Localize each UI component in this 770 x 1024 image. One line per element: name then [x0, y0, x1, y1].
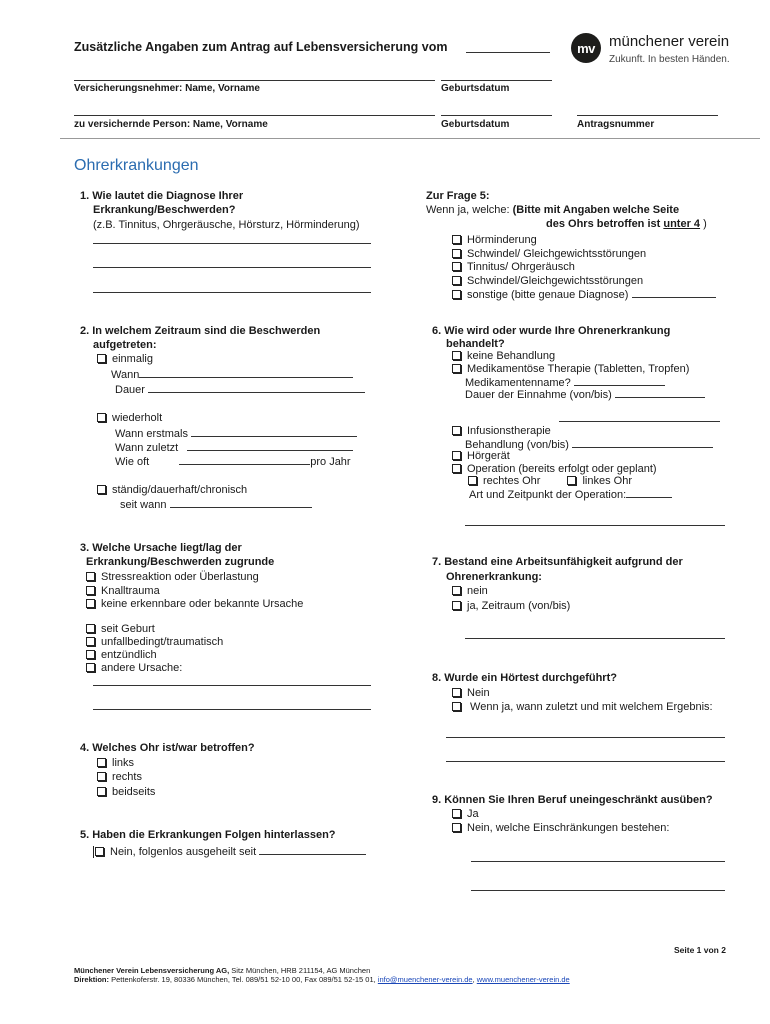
- q6-rechtes-ohr-checkbox[interactable]: [468, 476, 477, 485]
- q9-answer-line-1[interactable]: [471, 861, 725, 862]
- vn-geburtsdatum-field[interactable]: [441, 80, 552, 81]
- q4-links-checkbox[interactable]: [97, 758, 106, 767]
- q1-answer-line-2[interactable]: [93, 267, 371, 268]
- q2-seit-wann-row: seit wann: [120, 498, 312, 512]
- q6-linkes-ohr-checkbox[interactable]: [567, 476, 576, 485]
- q6-dauer-einnahme-row: Dauer der Einnahme (von/bis): [465, 388, 705, 402]
- q6-operation-checkbox[interactable]: [452, 464, 461, 473]
- q3-title: 3. Welche Ursache liegt/lag der: [80, 542, 242, 554]
- q3-option-entzuendlich[interactable]: entzündlich: [86, 649, 157, 662]
- q9-option-ja[interactable]: Ja: [452, 808, 479, 821]
- q8-option-ja[interactable]: Wenn ja, wann zuletzt und mit welchem Ergebnis:: [452, 701, 713, 714]
- vn-name-field[interactable]: [74, 80, 435, 81]
- q3-answer-line-2[interactable]: [93, 709, 371, 710]
- q2-wiederholt-checkbox[interactable]: [97, 413, 106, 422]
- zu-frage5-option-tinnitus[interactable]: Tinnitus/ Ohrgeräusch: [452, 261, 575, 274]
- q3-option-seit-geburt[interactable]: seit Geburt: [86, 623, 155, 636]
- q7-title-cont: Ohrenerkrankung:: [446, 571, 542, 583]
- q7-option-nein[interactable]: nein: [452, 585, 488, 598]
- zf5-sonstige-checkbox[interactable]: [452, 290, 461, 299]
- footer-direktion: Direktion: Pettenkoferstr. 19, 80336 München, Tel. 089/51 52-10 00, Fax 089/51 52-15 01, info@muenchener-verein.de, www.muenchener-verein.de: [74, 975, 570, 984]
- q6-medikament-checkbox[interactable]: [452, 364, 461, 373]
- q4-beidseits-checkbox[interactable]: [97, 787, 106, 796]
- q2-wann-erstmals-field[interactable]: [191, 427, 357, 437]
- q2-wie-oft-row: Wie oft pro Jahr: [115, 456, 351, 468]
- zf5-schwindel-1-checkbox[interactable]: [452, 249, 461, 258]
- antragsnummer-field[interactable]: [577, 115, 718, 116]
- q1-title-cont: Erkrankung/Beschwerden?: [93, 204, 236, 216]
- q4-option-links[interactable]: links: [97, 757, 134, 770]
- q8-option-nein[interactable]: Nein: [452, 687, 490, 700]
- footer-email-link[interactable]: info@muenchener-verein.de: [377, 975, 473, 984]
- q8-answer-line-1[interactable]: [446, 737, 725, 738]
- q6-behandlung-row: Behandlung (von/bis): [465, 438, 713, 452]
- q9-option-nein[interactable]: Nein, welche Einschränkungen bestehen:: [452, 822, 669, 835]
- q3-stress-checkbox[interactable]: [86, 572, 95, 581]
- q6-title-cont: behandelt?: [446, 338, 505, 350]
- q3-andere-checkbox[interactable]: [86, 663, 95, 672]
- vp-name-field[interactable]: [74, 115, 435, 116]
- q2-wann-zuletzt-field[interactable]: [187, 441, 353, 451]
- q6-art-zeitpunkt-field[interactable]: [626, 488, 672, 498]
- footer-company: Münchener Verein Lebensversicherung AG, Sitz München, HRB 211154, AG München: [74, 966, 371, 975]
- q2-wann-erstmals-row: Wann erstmals: [115, 427, 357, 441]
- q2-wann-zuletzt-row: Wann zuletzt: [115, 441, 353, 455]
- q8-ja-checkbox[interactable]: [452, 702, 461, 711]
- q3-option-knalltrauma[interactable]: Knalltrauma: [86, 585, 160, 598]
- zf5-tinnitus-checkbox[interactable]: [452, 262, 461, 271]
- vp-label: zu versichernde Person: Name, Vorname: [74, 119, 268, 130]
- zu-frage5-line2: des Ohrs betroffen ist unter 4 ): [546, 218, 707, 230]
- zu-frage5-option-sonstige[interactable]: sonstige (bitte genaue Diagnose): [452, 288, 716, 302]
- q6-dauer-einnahme-field[interactable]: [615, 388, 705, 398]
- zu-frage5-line1: Wenn ja, welche: (Bitte mit Angaben welche Seite: [426, 204, 680, 216]
- q6-ohr-row: rechtes Ohr linkes Ohr: [468, 475, 632, 488]
- zf5-schwindel-2-checkbox[interactable]: [452, 276, 461, 285]
- q6-art-zeitpunkt-row: Art und Zeitpunkt der Operation:: [469, 488, 672, 502]
- q6-keine-checkbox[interactable]: [452, 351, 461, 360]
- q6-extra-line[interactable]: [559, 421, 720, 422]
- q5-seit-field[interactable]: [259, 845, 366, 855]
- zu-frage5-option-schwindel-2[interactable]: Schwindel/Gleichgewichtsstörungen: [452, 275, 643, 288]
- zu-frage5-option-hoerminderung[interactable]: Hörminderung: [452, 234, 537, 247]
- q6-medikamentenname-field[interactable]: [574, 376, 665, 386]
- q3-option-stress[interactable]: Stressreaktion oder Überlastung: [86, 571, 259, 584]
- q3-option-andere[interactable]: andere Ursache:: [86, 662, 182, 675]
- q5-option-nein[interactable]: Nein, folgenlos ausgeheilt seit: [93, 845, 366, 859]
- q6-option-infusion[interactable]: Infusionstherapie: [452, 425, 551, 438]
- footer-web-link[interactable]: www.muenchener-verein.de: [476, 975, 570, 984]
- q3-title-cont: Erkrankung/Beschwerden zugrunde: [86, 556, 275, 568]
- q4-rechts-checkbox[interactable]: [97, 772, 106, 781]
- q8-answer-line-2[interactable]: [446, 761, 725, 762]
- q9-nein-checkbox[interactable]: [452, 823, 461, 832]
- q9-answer-line-2[interactable]: [471, 890, 725, 891]
- q6-hoergeraet-checkbox[interactable]: [452, 451, 461, 460]
- q2-wann-field[interactable]: [139, 368, 353, 378]
- q2-wiederholt-option[interactable]: wiederholt: [97, 412, 162, 425]
- logo-tagline: Zukunft. In besten Händen.: [609, 54, 730, 65]
- zf5-hoerminderung-checkbox[interactable]: [452, 235, 461, 244]
- q3-answer-line-1[interactable]: [93, 685, 371, 686]
- q2-dauer-row: Dauer: [115, 383, 365, 397]
- q2-wann-row: Wann: [111, 368, 353, 382]
- q1-answer-line-3[interactable]: [93, 292, 371, 293]
- q3-option-keine-ursache[interactable]: keine erkennbare oder bekannte Ursache: [86, 598, 303, 611]
- q6-option-keine[interactable]: keine Behandlung: [452, 350, 555, 363]
- q3-option-unfall[interactable]: unfallbedingt/traumatisch: [86, 636, 223, 649]
- q6-operation-answer-line[interactable]: [465, 525, 725, 526]
- q4-title: 4. Welches Ohr ist/war betroffen?: [80, 742, 255, 754]
- q6-title: 6. Wie wird oder wurde Ihre Ohrenerkrankung: [432, 325, 671, 337]
- q2-seit-wann-field[interactable]: [170, 498, 312, 508]
- q9-title: 9. Können Sie Ihren Beruf uneingeschränkt ausüben?: [432, 794, 713, 806]
- zu-frage5-option-schwindel-1[interactable]: Schwindel/ Gleichgewichtsstörungen: [452, 248, 646, 261]
- q7-option-ja[interactable]: ja, Zeitraum (von/bis): [452, 600, 570, 613]
- antragsnummer-label: Antragsnummer: [577, 119, 655, 130]
- q7-ja-checkbox[interactable]: [452, 601, 461, 610]
- q5-nein-checkbox[interactable]: [95, 847, 104, 856]
- vn-geburtsdatum-label: Geburtsdatum: [441, 83, 510, 94]
- vn-label: Versicherungsnehmer: Name, Vorname: [74, 83, 260, 94]
- q2-title-cont: aufgetreten:: [93, 339, 157, 351]
- q3-knalltrauma-checkbox[interactable]: [86, 586, 95, 595]
- q3-keine-ursache-checkbox[interactable]: [86, 599, 95, 608]
- q3-unfall-checkbox[interactable]: [86, 637, 95, 646]
- q6-option-medikament[interactable]: Medikamentöse Therapie (Tabletten, Tropfen): [452, 363, 689, 376]
- q7-zeitraum-line[interactable]: [465, 638, 725, 639]
- q2-staendig-checkbox[interactable]: [97, 485, 106, 494]
- q2-wie-oft-field[interactable]: [179, 455, 310, 465]
- q4-option-beidseits[interactable]: beidseits: [97, 786, 155, 799]
- q4-option-rechts[interactable]: rechts: [97, 771, 142, 784]
- q6-option-hoergeraet[interactable]: Hörgerät: [452, 450, 510, 463]
- q6-medikamentenname-row: Medikamentenname?: [465, 376, 665, 390]
- q3-seit-geburt-checkbox[interactable]: [86, 624, 95, 633]
- section-title: Ohrerkrankungen: [74, 157, 199, 174]
- antrag-date-field[interactable]: [466, 52, 550, 53]
- header-divider: [60, 138, 760, 139]
- q2-einmalig-checkbox[interactable]: [97, 354, 106, 363]
- q8-nein-checkbox[interactable]: [452, 688, 461, 697]
- q1-hint: (z.B. Tinnitus, Ohrgeräusche, Hörsturz, Hörminderung): [93, 219, 360, 231]
- q1-answer-line-1[interactable]: [93, 243, 371, 244]
- logo-mark: mv: [571, 33, 601, 63]
- q6-option-operation[interactable]: Operation (bereits erfolgt oder geplant): [452, 463, 657, 476]
- q2-einmalig-option[interactable]: einmalig: [97, 353, 153, 366]
- logo-name: münchener verein: [609, 33, 730, 50]
- q2-dauer-field[interactable]: [148, 383, 365, 393]
- form-title: Zusätzliche Angaben zum Antrag auf Lebensversicherung vom: [74, 40, 448, 54]
- q1-title: 1. Wie lautet die Diagnose Ihrer: [80, 190, 244, 202]
- q7-nein-checkbox[interactable]: [452, 586, 461, 595]
- q3-entzuendlich-checkbox[interactable]: [86, 650, 95, 659]
- q2-title: 2. In welchem Zeitraum sind die Beschwerden: [80, 325, 321, 337]
- q9-ja-checkbox[interactable]: [452, 809, 461, 818]
- vp-geburtsdatum-field[interactable]: [441, 115, 552, 116]
- q2-staendig-option[interactable]: ständig/dauerhaft/chronisch: [97, 484, 247, 497]
- q8-title: 8. Wurde ein Hörtest durchgeführt?: [432, 672, 617, 684]
- page-number: Seite 1 von 2: [674, 945, 726, 955]
- zu-frage5-title: Zur Frage 5:: [426, 190, 490, 202]
- vp-geburtsdatum-label: Geburtsdatum: [441, 119, 510, 130]
- q7-title: 7. Bestand eine Arbeitsunfähigkeit aufgrund der: [432, 556, 683, 568]
- q6-behandlung-field[interactable]: [572, 438, 713, 448]
- q5-title: 5. Haben die Erkrankungen Folgen hinterlassen?: [80, 829, 336, 841]
- q6-infusion-checkbox[interactable]: [452, 426, 461, 435]
- zf5-sonstige-field[interactable]: [632, 288, 716, 298]
